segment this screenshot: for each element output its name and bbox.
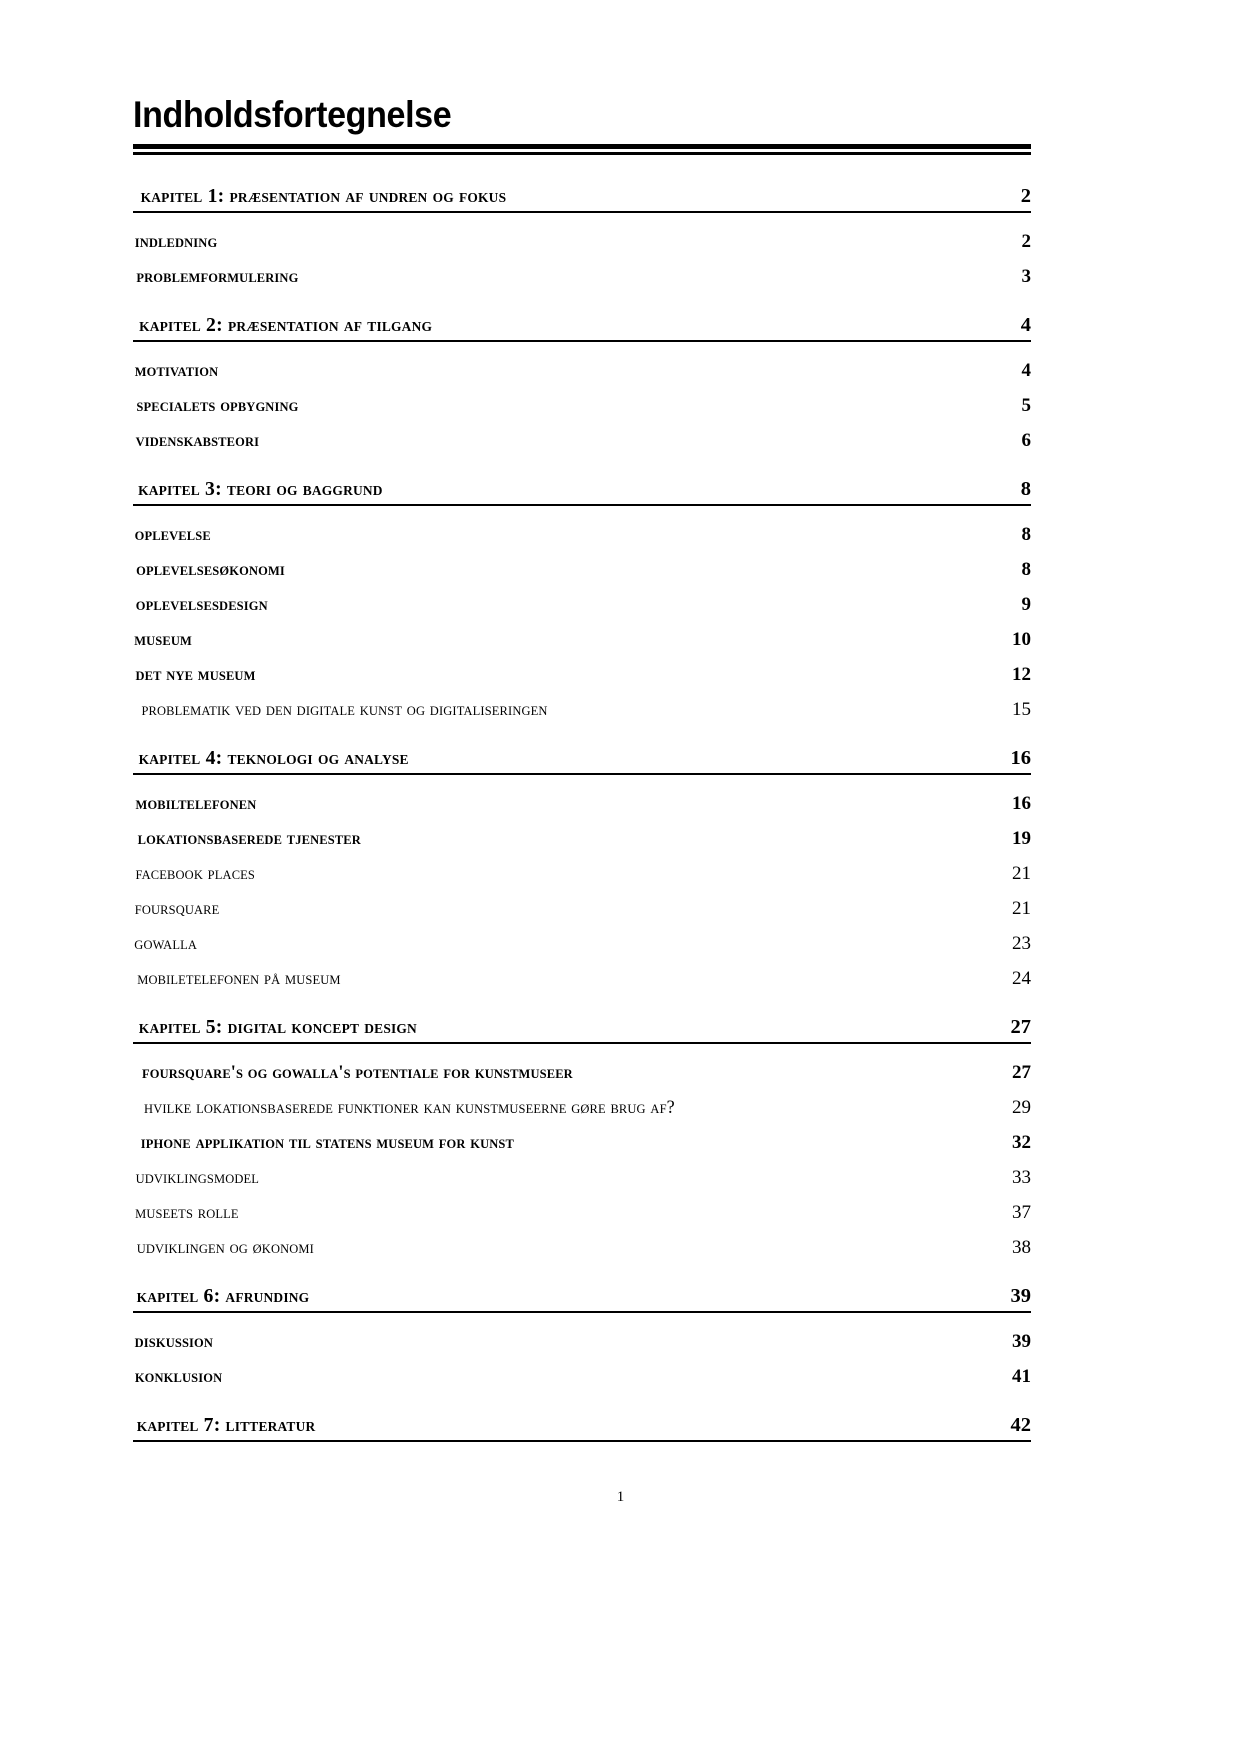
page-title: Indholdsfortegnelse [133, 94, 452, 135]
toc-entry-page-number: 24 [1012, 967, 1031, 989]
toc-chapter-label: kapitel 6: afrunding [136, 1284, 310, 1307]
toc-entry-row[interactable] [133, 1202, 1031, 1224]
toc-group-spacer [133, 288, 1031, 314]
toc-entry-row[interactable] [133, 968, 1031, 990]
toc-entry-page-number: 27 [1012, 1061, 1031, 1083]
toc-entry-label: iphone applikation til statens museum for kunst [140, 1131, 514, 1153]
table-of-contents [133, 185, 1031, 1442]
toc-entry-row[interactable] [133, 594, 1031, 616]
toc-entry-page-number: 2 [1021, 230, 1031, 252]
toc-entry-page-number: 23 [1012, 932, 1031, 954]
toc-chapter-label: kapitel 4: teknologi og analyse [138, 746, 409, 769]
toc-chapter-row[interactable] [133, 185, 1031, 213]
toc-chapter-page-number: 16 [1010, 746, 1031, 769]
toc-entry-row[interactable] [133, 664, 1031, 686]
toc-entry-row[interactable] [133, 1167, 1031, 1189]
toc-group [133, 1285, 1031, 1388]
toc-entry-page-number: 29 [1012, 1096, 1031, 1118]
toc-entry-label: museets rolle [135, 1201, 239, 1223]
toc-entry-page-number: 12 [1012, 663, 1031, 685]
toc-entry-label: konklusion [134, 1365, 223, 1387]
title-divider [133, 144, 1031, 155]
toc-entry-label: foursquare [134, 897, 220, 919]
toc-entry-page-number: 10 [1012, 628, 1031, 650]
toc-entry-label: oplevelse [134, 523, 211, 545]
toc-entry-label: lokationsbaserede tjenester [137, 827, 361, 849]
toc-chapter-label: kapitel 1: præsentation af undren og fokus [140, 184, 507, 207]
toc-entry-page-number: 8 [1021, 523, 1031, 545]
toc-entry-page-number: 21 [1012, 862, 1031, 884]
toc-chapter-page-number: 42 [1010, 1413, 1031, 1436]
toc-entry-page-number: 32 [1012, 1131, 1031, 1153]
toc-entry-page-number: 39 [1012, 1330, 1031, 1352]
toc-chapter-label: kapitel 5: digital koncept design [138, 1015, 417, 1038]
toc-group-spacer [133, 1388, 1031, 1414]
toc-chapter-page-number: 2 [1020, 184, 1031, 207]
toc-entry-label: specialets opbygning [136, 394, 299, 416]
toc-entry-row[interactable] [133, 1062, 1031, 1084]
toc-entry-page-number: 9 [1021, 593, 1031, 615]
toc-entry-label: problematik ved den digitale kunst og digitaliseringen [141, 698, 548, 720]
toc-entry-label: museum [134, 628, 192, 650]
toc-entry-row[interactable] [133, 1132, 1031, 1154]
toc-chapter-row[interactable] [133, 314, 1031, 342]
toc-group [133, 1414, 1031, 1442]
toc-entry-row[interactable] [133, 629, 1031, 651]
toc-entry-row[interactable] [133, 360, 1031, 382]
title-rule-thin [133, 152, 1031, 155]
toc-entry-label: videnskabsteori [135, 429, 260, 451]
toc-entry-row[interactable] [133, 1097, 1031, 1119]
toc-group [133, 1016, 1031, 1259]
toc-entry-row[interactable] [133, 898, 1031, 920]
toc-entry-label: udviklingsmodel [135, 1166, 260, 1188]
toc-entry-label: udviklingen og økonomi [136, 1236, 314, 1258]
toc-group-spacer [133, 452, 1031, 478]
toc-entry-page-number: 38 [1012, 1236, 1031, 1258]
toc-group [133, 478, 1031, 721]
toc-chapter-row[interactable] [133, 478, 1031, 506]
toc-entry-row[interactable] [133, 559, 1031, 581]
toc-entry-row[interactable] [133, 395, 1031, 417]
toc-group-spacer [133, 721, 1031, 747]
toc-entry-row[interactable] [133, 699, 1031, 721]
toc-entry-row[interactable] [133, 1366, 1031, 1388]
toc-entry-row[interactable] [133, 933, 1031, 955]
toc-chapter-page-number: 27 [1010, 1015, 1031, 1038]
toc-entry-row[interactable] [133, 793, 1031, 815]
toc-chapter-row[interactable] [133, 1016, 1031, 1044]
toc-entry-label: facebook places [135, 862, 256, 884]
toc-entry-label: oplevelsesdesign [135, 593, 268, 615]
toc-entry-row[interactable] [133, 266, 1031, 288]
toc-group-spacer [133, 990, 1031, 1016]
page-content [133, 96, 1031, 1444]
toc-chapter-page-number: 4 [1020, 313, 1031, 336]
toc-entry-row[interactable] [133, 863, 1031, 885]
toc-entry-page-number: 8 [1021, 558, 1031, 580]
toc-entry-page-number: 16 [1012, 792, 1031, 814]
toc-entry-row[interactable] [133, 430, 1031, 452]
toc-entry-label: mobiletelefonen på museum [137, 967, 341, 989]
toc-entry-page-number: 19 [1012, 827, 1031, 849]
toc-entry-label: mobiltelefonen [135, 792, 257, 814]
toc-chapter-label: kapitel 2: præsentation af tilgang [139, 313, 433, 336]
toc-entry-page-number: 5 [1021, 394, 1031, 416]
toc-entry-label: det nye museum [135, 663, 256, 685]
toc-chapter-row[interactable] [133, 1414, 1031, 1442]
toc-entry-page-number: 21 [1012, 897, 1031, 919]
toc-entry-page-number: 15 [1012, 698, 1031, 720]
toc-entry-row[interactable] [133, 231, 1031, 253]
toc-chapter-row[interactable] [133, 1285, 1031, 1313]
toc-entry-label: diskussion [134, 1330, 214, 1352]
toc-chapter-label: kapitel 7: litteratur [136, 1413, 316, 1436]
toc-entry-label: oplevelsesøkonomi [136, 558, 285, 580]
toc-entry-row[interactable] [133, 828, 1031, 850]
toc-entry-label: hvilke lokationsbaserede funktioner kan kunstmuseerne gøre brug af? [144, 1096, 675, 1118]
toc-entry-page-number: 41 [1012, 1365, 1031, 1387]
toc-group [133, 747, 1031, 990]
toc-chapter-page-number: 39 [1010, 1284, 1031, 1307]
toc-group [133, 314, 1031, 452]
footer-page-number: 1 [616, 1489, 625, 1505]
toc-entry-label: indledning [134, 230, 218, 252]
toc-entry-label: problemformulering [136, 265, 299, 287]
toc-chapter-page-number: 8 [1020, 477, 1031, 500]
toc-entry-row[interactable] [133, 1237, 1031, 1259]
toc-entry-page-number: 6 [1021, 429, 1031, 451]
toc-entry-label: foursquare's og gowalla's potentiale for kunstmuseer [141, 1061, 573, 1083]
toc-entry-page-number: 3 [1021, 265, 1031, 287]
toc-entry-label: motivation [134, 359, 219, 381]
toc-entry-row[interactable] [133, 1331, 1031, 1353]
toc-entry-page-number: 4 [1021, 359, 1031, 381]
toc-chapter-row[interactable] [133, 747, 1031, 775]
toc-group [133, 185, 1031, 288]
toc-entry-row[interactable] [133, 524, 1031, 546]
toc-entry-label: gowalla [134, 932, 198, 954]
toc-entry-page-number: 37 [1012, 1201, 1031, 1223]
toc-entry-page-number: 33 [1012, 1166, 1031, 1188]
toc-chapter-label: kapitel 3: teori og baggrund [138, 477, 383, 500]
toc-group-spacer [133, 1259, 1031, 1285]
